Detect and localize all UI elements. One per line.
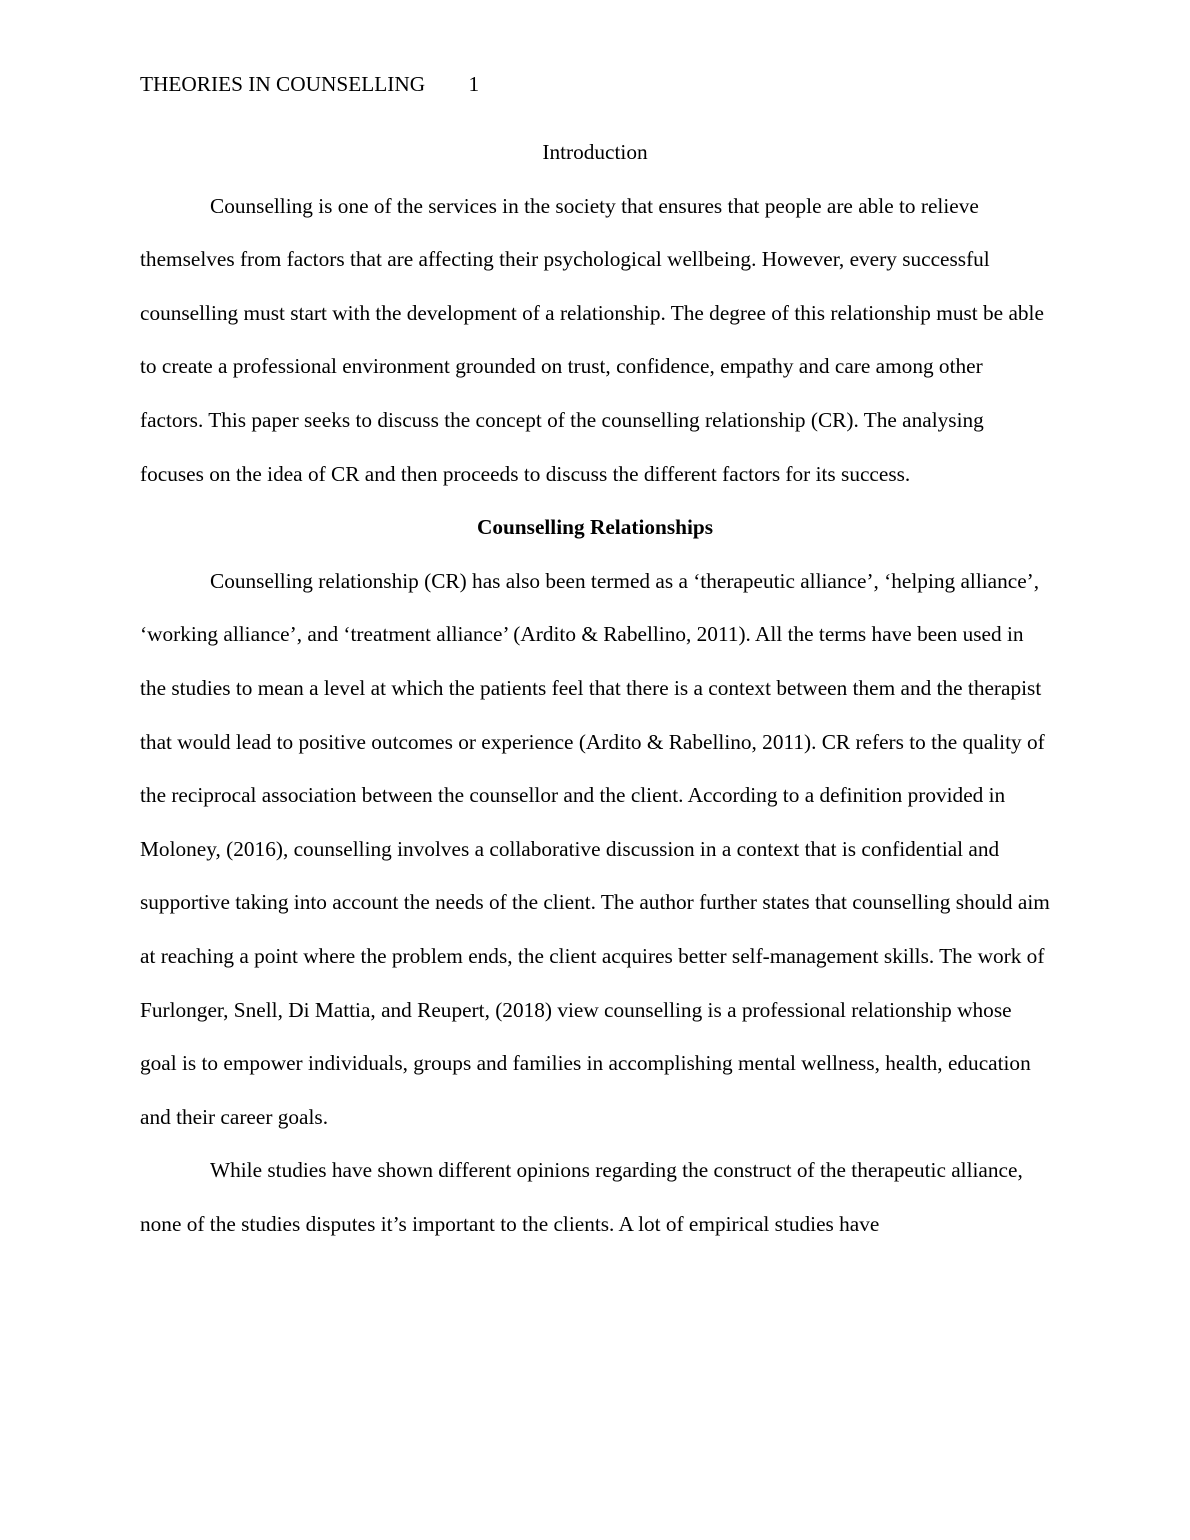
paragraph: Counselling is one of the services in the society that ensures that people are able to relieve themselves from factors that are affecting their psychological wellbeing. However, every successful counselling must start with the development of a relationship. The degree of this relationship must be able to create a professional environment grounded on trust, confidence, empathy and care among other factors. This paper seeks to discuss the concept of the counselling relationship (CR). The analysing focuses on the idea of CR and then proceeds to discuss the different factors for its success. [140,193,1044,486]
running-title: THEORIES IN COUNSELLING [140,72,426,96]
paragraph: Counselling relationship (CR) has also been termed as a ‘therapeutic alliance’, ‘helping alliance’, ‘working alliance’, and ‘treatment alliance’ (Ardito & Rabellino, 2011). All the terms have been used in the studies to mean a level at which the patients feel that there is a context between them and the therapist that would lead to positive outcomes or experience (Ardito & Rabellino, 2011). CR refers to the quality of the reciprocal association between the counsellor and the client. According to a definition provided in Moloney, (2016), counselling involves a collaborative discussion in a context that is confidential and supportive taking into account the needs of the client. The author further states that counselling should aim at reaching a point where the problem ends, the client acquires better self-management skills. The work of Furlonger, Snell, Di Mattia, and Reupert, (2018) view counselling is a professional relationship whose goal is to empower individuals, groups and families in accomplishing mental wellness, health, education and their career goals. [140,568,1050,1129]
section-heading-counselling-relationships: Counselling Relationships [476,515,714,540]
document-body [140,126,1050,1251]
paragraph: While studies have shown different opinions regarding the construct of the therapeutic alliance, none of the studies disputes it’s important to the clients. A lot of empirical studies have [140,1158,1023,1236]
page-number: 1 [468,72,480,96]
running-header [140,70,479,98]
section-heading-introduction: Introduction [542,140,648,164]
